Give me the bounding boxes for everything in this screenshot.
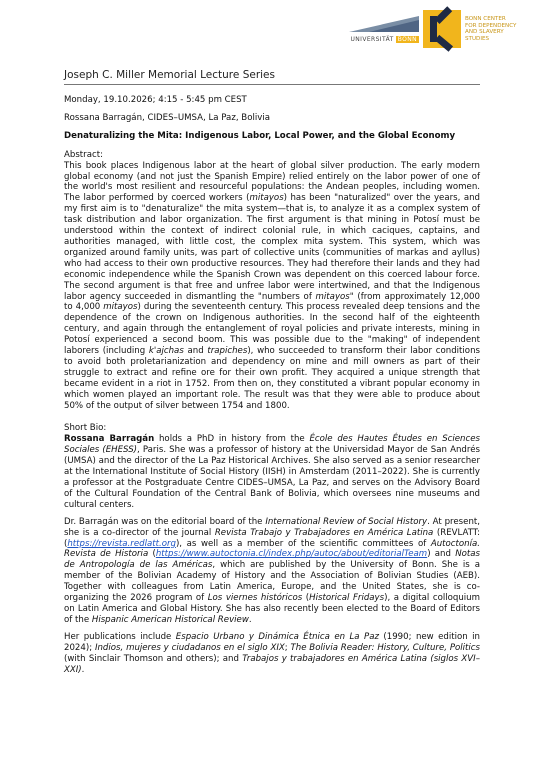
autoctonia-link[interactable]: https://www.autoctonia.cl/index.php/autoc/about/editorialTeam: [155, 549, 428, 560]
bio-paragraph-1: Rossana Barragán holds a PhD in history from the École des Hautes Études en Sciences Sociales (EHESS), Paris. She was a professor of history at the Universidad Mayor de San Andrés (UMSA) and the director of the La Paz Historical Archives. She also served as a senior researcher at the International Institute of Social History (IISH) in Amsterdam (2011–2022). She is currently a professor at the Postgraduate Centre CIDES–UMSA, La Paz, and serves on the Advisory Board of the Cultural Foundation of the Central Bank of Bolivia, which oversees nine museums and cultural centers.: [64, 434, 480, 510]
bcdss-line-4: STUDIES: [465, 35, 490, 42]
bio-paragraph-2: Dr. Barragán was on the editorial board of the International Review of Social History. At present, she is a co-director of the journal Revista Trabajo y Trabajadores en América Latina (REVLATT: (https://revista.redlatt.org), as well as a member of the scientific committees of Autoctonía. Revista de Historia (https://www.autoctonia.cl/index.php/autoc/about/editorialTeam) and Notas de Antropología de las Américas, which are published by the University of Bonn. She is a member of the Bolivian Academy of History and the Association of Bolivian Studies (AEB). Together with colleagues from Latin America, Europe, and the United States, she is co-organizing the 2026 program of Los viernes históricos (Historical Fridays), a digital colloquium on Latin America and Global History. She has also recently been elected to the Board of Editors of the Hispanic American Historical Review.: [64, 516, 481, 625]
lecture-title: Denaturalizing the Mita: Indigenous Labor, Local Power, and the Global Economy: [64, 130, 456, 141]
university-label: UNIVERSITÄT: [350, 35, 394, 43]
lecture-series-title: Joseph C. Miller Memorial Lecture Series: [64, 69, 275, 81]
abstract-label: Abstract:: [64, 149, 103, 160]
abstract-text: This book places Indigenous labor at the heart of global silver production. The early modern global economy (and not just the Spanish Empire) relied entirely on the labor power of one of the world's most resilient and resourceful populations: the Andean peoples, including women. The labor performed by coerced workers (mitayos) has been "naturalized" over the years, and my first aim is to "denaturalize" the mita system—that is, to analyze it as a complex system of task distribution and labor organization. The first argument is that mining in Potosí must be understood within the context of indirect colonial rule, in which caciques, captains, and authorities managed, with little cost, the complex mita system. This system, which was organized around family units, was part of collective units (communities of markas and ayllus) who had access to their own productive resources. They had therefore their lands and they had economic independence while the Spanish Crown was dependent on this coerced labour force. The second argument is that free and unfree labor were intertwined, and that the Indigenous labor agency succeeded in dismantling the "numbers of mitayos" (from approximately 12,000 to 4,000 mitayos) during the seventeenth century. This process revealed deep tensions and the dependence of the crown on Indigenous authorities. In the second half of the eighteenth century, and again through the entanglement of royal policies and private interests, mining in Potosí experienced a second boom. This was possible due to the "making" of independent laborers (including k'ajchas and trapiches), who succeeded to transform their labor conditions to avoid both proletarianization and dependency on mine and mill owners as part of their struggle to extract and refine ore for their own profit. They acquired a unique strength that became evident in a riot in 1752. From then on, they constituted a vibrant popular economy in which women played an important role. The result was that they were able to produce about 50% of the output of silver between 1754 and 1800.: [64, 160, 480, 411]
bcdss-logo-icon: [423, 10, 461, 48]
university-city: BONN: [397, 35, 417, 43]
bcdss-name: [465, 16, 523, 42]
university-name: [350, 36, 419, 43]
header-divider: [64, 84, 480, 85]
header-logos: [327, 10, 523, 48]
bio-name: Rossana Barragán: [64, 434, 155, 445]
university-logo-mark: [327, 16, 419, 32]
event-datetime: Monday, 19.10.2026; 4:15 - 5:45 pm CEST: [64, 95, 247, 105]
bcdss-line-2: FOR DEPENDENCY: [465, 22, 517, 29]
revlatt-link[interactable]: https://revista.redlatt.org: [67, 538, 176, 549]
main-content: [64, 95, 480, 681]
bio-label: Short Bio:: [64, 423, 107, 434]
bcdss-line-3: AND SLAVERY: [465, 29, 504, 35]
bio-paragraph-3: Her publications include Espacio Urbano y Dinámica Étnica en La Paz (1990; new edition in 2024); Indios, mujeres y ciudadanos en el siglo XIX; The Bolivia Reader: History, Culture, Politics (with Sinclair Thomson and others); and Trabajos y trabajadores en América Latina (siglos XVI–XXI).: [64, 631, 480, 675]
event-speaker: Rossana Barragán, CIDES–UMSA, La Paz, Bolivia: [64, 112, 270, 123]
bcdss-line-1: BONN CENTER: [465, 16, 506, 22]
university-logo: [327, 16, 419, 43]
